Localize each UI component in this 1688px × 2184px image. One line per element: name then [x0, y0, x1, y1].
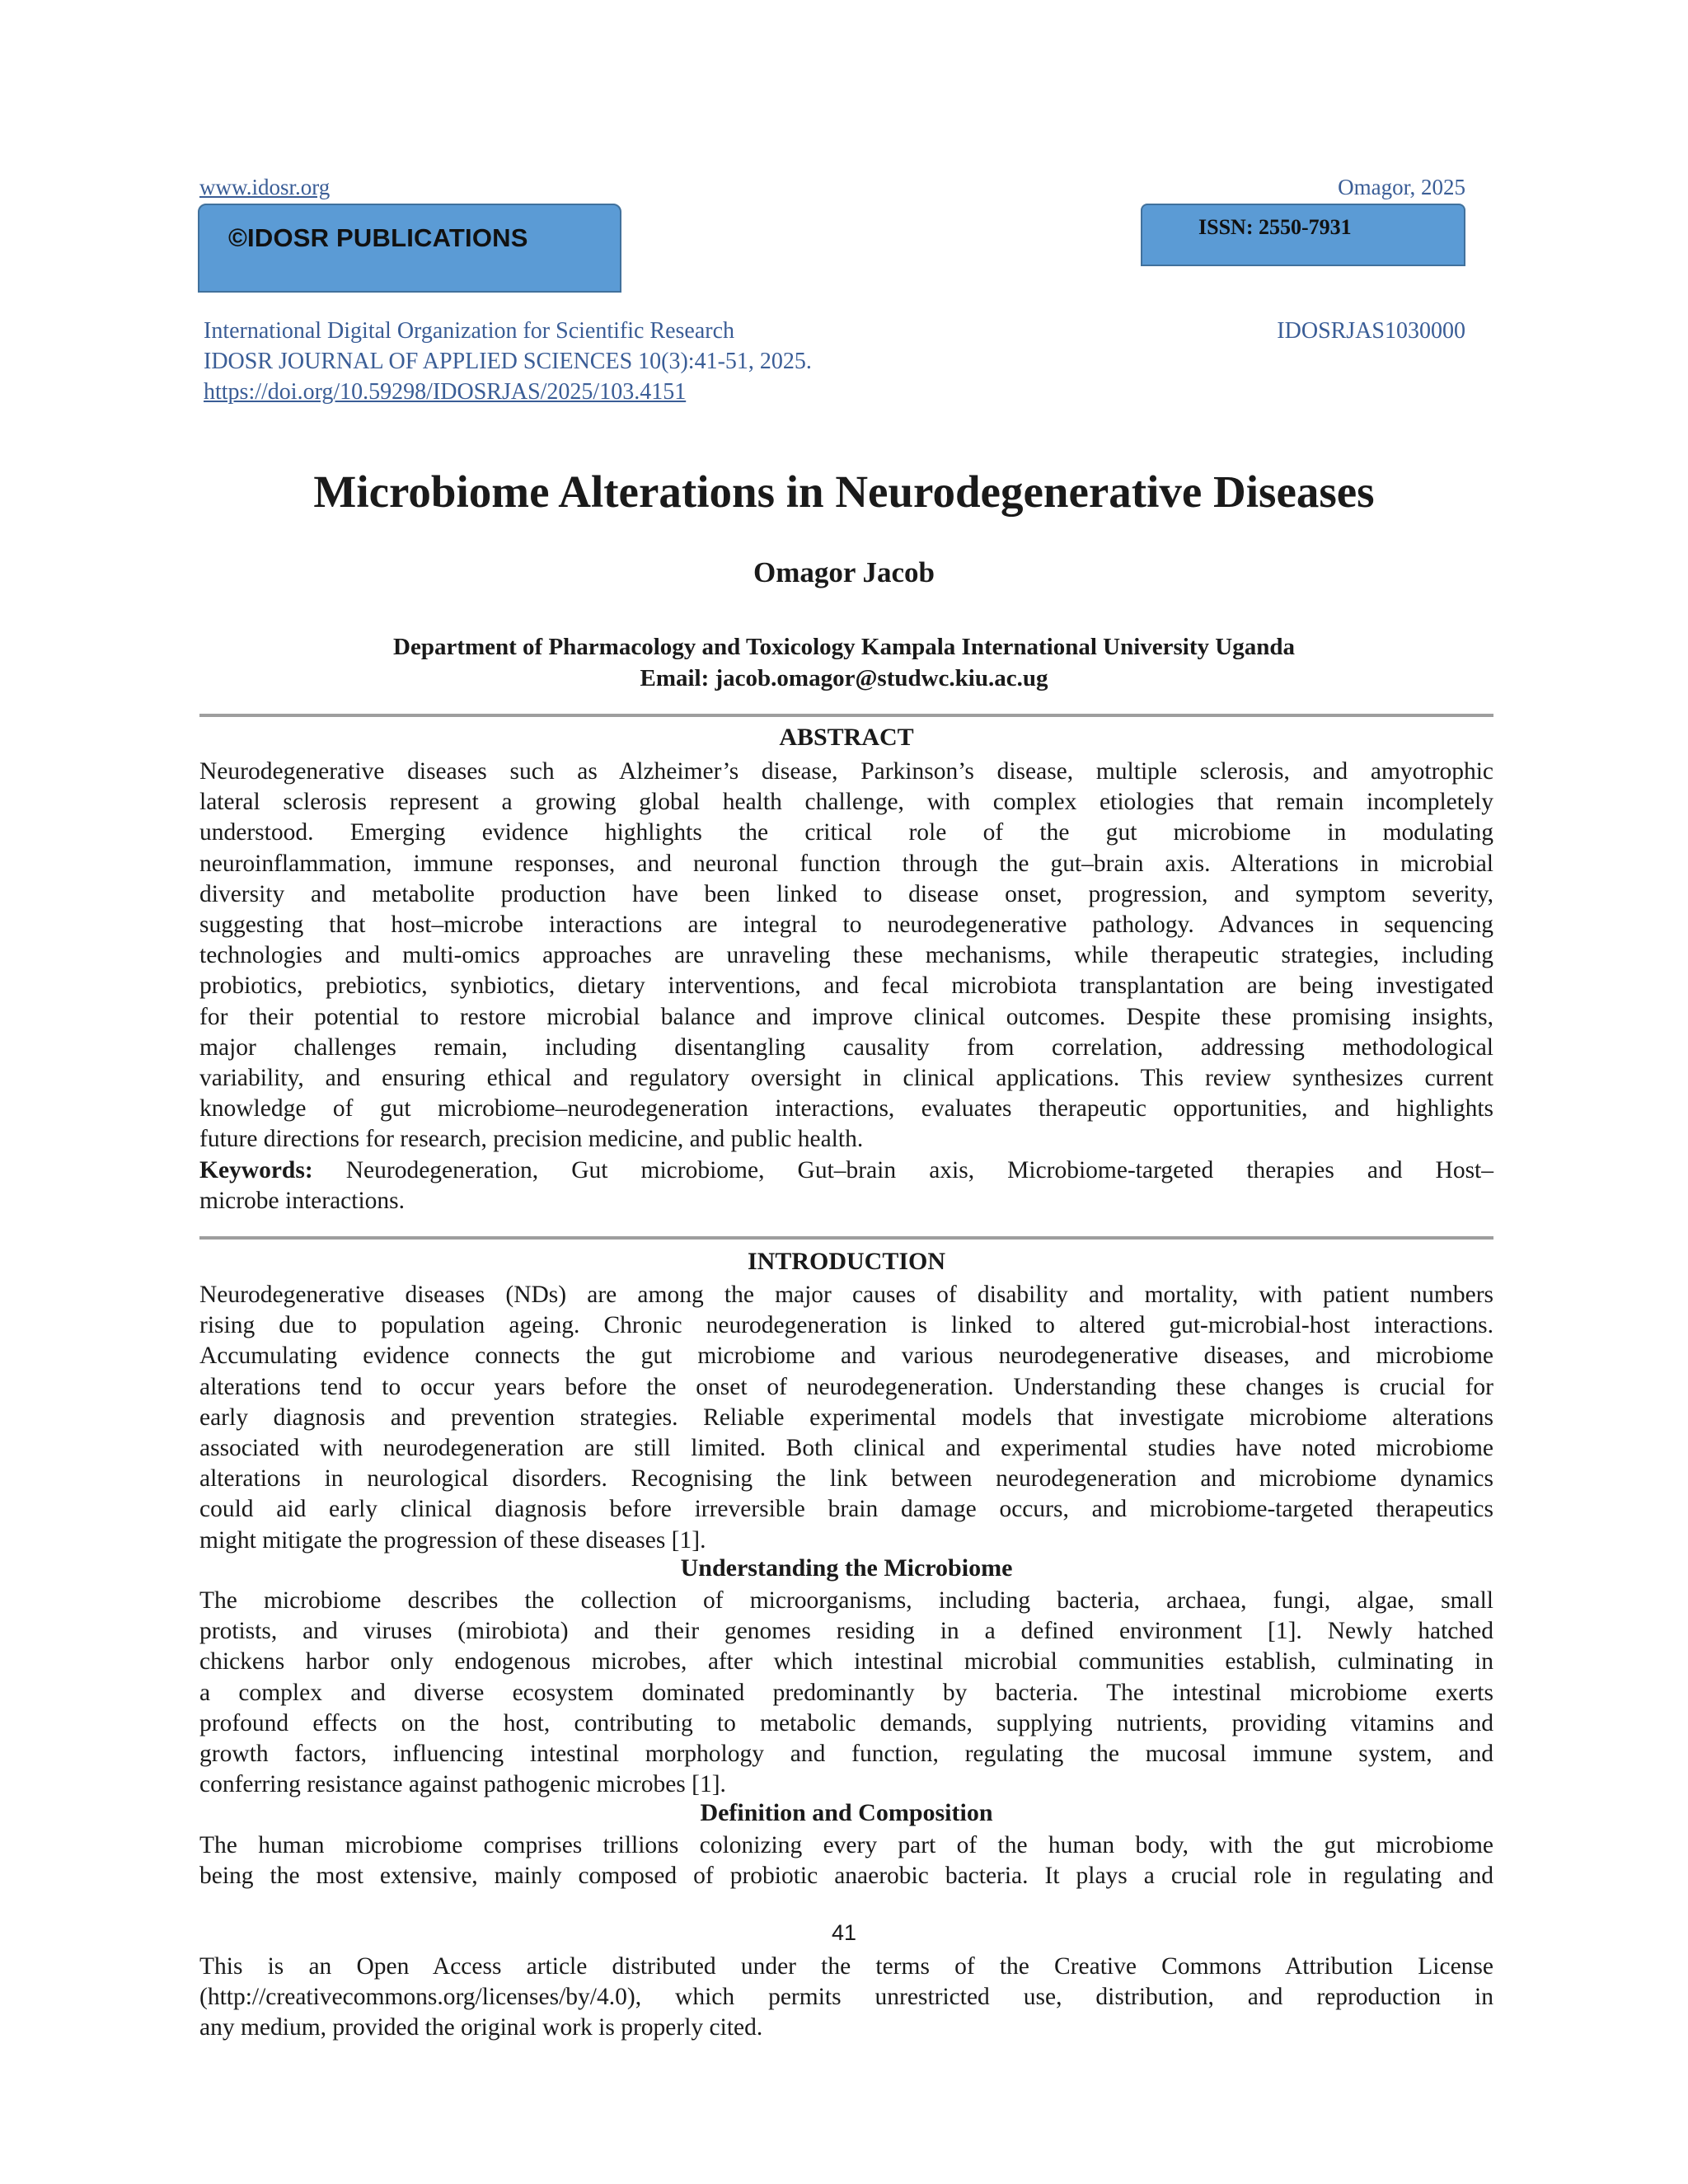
- license-line: (http://creativecommons.org/licenses/by/4.0), which permits unrestricted use, distribution, and reproduction in: [199, 1984, 1493, 2011]
- abstract-line: variability, and ensuring ethical and regulatory oversight in clinical applications. This review synthesizes current: [199, 1065, 1493, 1092]
- intro-line: might mitigate the progression of these diseases [1].: [199, 1526, 706, 1554]
- running-head-author-year: Omagor, 2025: [1338, 175, 1465, 199]
- affiliation: Department of Pharmacology and Toxicology Kampala International University Uganda: [393, 634, 1295, 660]
- intro-line: alterations in neurological disorders. Recognising the link between neurodegeneration and microbiome dynamics: [199, 1465, 1493, 1493]
- understanding-line: The microbiome describes the collection of microorganisms, including bacteria, archaea, fungi, algae, small: [199, 1587, 1493, 1614]
- article-id: IDOSRJAS1030000: [1277, 318, 1465, 344]
- abstract-line: diversity and metabolite production have been linked to disease onset, progression, and symptom severity,: [199, 880, 1493, 907]
- understanding-line: growth factors, influencing intestinal morphology and function, regulating the mucosal immune system, and: [199, 1741, 1493, 1768]
- journal-citation: IDOSR JOURNAL OF APPLIED SCIENCES 10(3):41-51, 2025.: [204, 349, 812, 374]
- understanding-line: a complex and diverse ecosystem dominated predominantly by bacteria. The intestinal microbiome exerts: [199, 1679, 1493, 1706]
- issn-badge: [1141, 204, 1465, 266]
- abstract-line: for their potential to restore microbial balance and improve clinical outcomes. Despite these promising insights,: [199, 1003, 1493, 1030]
- abstract-heading: ABSTRACT: [779, 724, 914, 751]
- intro-line: associated with neurodegeneration are still limited. Both clinical and experimental studies have noted microbiome: [199, 1435, 1493, 1462]
- intro-line: Neurodegenerative diseases (NDs) are among the major causes of disability and mortality, with patient numbers: [199, 1282, 1493, 1308]
- abstract-line: knowledge of gut microbiome–neurodegeneration interactions, evaluates therapeutic opportunities, and highlights: [199, 1095, 1493, 1122]
- author-email: Email: jacob.omagor@studwc.kiu.ac.ug: [640, 665, 1048, 691]
- introduction-body: [199, 1280, 1493, 1556]
- page-number: 41: [831, 1920, 857, 1945]
- page-title: Microbiome Alterations in Neurodegenerative Diseases: [313, 466, 1375, 517]
- understanding-heading: Understanding the Microbiome: [680, 1554, 1013, 1582]
- divider-top: [199, 714, 1493, 717]
- license-line: This is an Open Access article distributed under the terms of the Creative Commons Attribution License: [199, 1953, 1493, 1980]
- divider-bottom: [199, 1236, 1493, 1240]
- intro-line: rising due to population ageing. Chronic neurodegeneration is linked to altered gut-microbial-host interactions.: [199, 1312, 1493, 1339]
- definition-heading: Definition and Composition: [700, 1799, 993, 1826]
- understanding-line: protists, and viruses (mirobiota) and their genomes residing in a defined environment [1]. Newly hatched: [199, 1618, 1493, 1645]
- intro-line: Accumulating evidence connects the gut microbiome and various neurodegenerative diseases, and microbiome: [199, 1343, 1493, 1370]
- abstract-line: lateral sclerosis represent a growing global health challenge, with complex etiologies that remain incompletely: [199, 789, 1493, 816]
- abstract-line: understood. Emerging evidence highlights the critical role of the gut microbiome in modulating: [199, 819, 1493, 846]
- keywords-text: Neurodegeneration, Gut microbiome, Gut–brain axis, Microbiome-targeted therapies and Host–: [312, 1156, 1493, 1183]
- publisher-badge: [198, 204, 621, 293]
- definition-body: [199, 1830, 1493, 1891]
- introduction-heading: INTRODUCTION: [747, 1248, 946, 1275]
- abstract-line: suggesting that host–microbe interactions are integral to neurodegenerative pathology. Advances in sequencing: [199, 912, 1493, 939]
- doi-link[interactable]: https://doi.org/10.59298/IDOSRJAS/2025/103.4151: [204, 379, 687, 405]
- license-notice: [199, 1952, 1493, 2044]
- abstract-line: neuroinflammation, immune responses, and neuronal function through the gut–brain axis. Alterations in microbial: [199, 850, 1493, 877]
- abstract-line: future directions for research, precision medicine, and public health.: [199, 1126, 864, 1153]
- abstract-body: [199, 757, 1493, 1216]
- author-name: Omagor Jacob: [753, 556, 935, 588]
- abstract-line: Neurodegenerative diseases such as Alzheimer’s disease, Parkinson’s disease, multiple sclerosis, and amyotrophic: [199, 758, 1493, 785]
- understanding-line: conferring resistance against pathogenic microbes [1].: [199, 1771, 726, 1798]
- publisher-badge-label: ©IDOSR PUBLICATIONS: [228, 223, 528, 252]
- keywords-line: [199, 1155, 1493, 1186]
- keywords-label: Keywords:: [199, 1156, 313, 1183]
- understanding-line: profound effects on the host, contributing to metabolic demands, supplying nutrients, providing vitamins and: [199, 1709, 1493, 1736]
- keywords-line-2: microbe interactions.: [199, 1187, 406, 1214]
- issn-label: ISSN: 2550-7931: [1198, 215, 1352, 239]
- definition-line: being the most extensive, mainly composed of probiotic anaerobic bacteria. It plays a crucial role in regulating and: [199, 1863, 1493, 1890]
- website-link[interactable]: www.idosr.org: [199, 175, 331, 199]
- definition-line: The human microbiome comprises trillions colonizing every part of the human body, with the gut microbiome: [199, 1832, 1493, 1858]
- abstract-line: probiotics, prebiotics, synbiotics, dietary interventions, and fecal microbiota transplantation are being investigated: [199, 972, 1493, 1000]
- understanding-body: [199, 1586, 1493, 1800]
- abstract-line: technologies and multi-omics approaches are unraveling these mechanisms, while therapeutic strategies, including: [199, 942, 1493, 969]
- affiliation-block: [0, 631, 1688, 694]
- understanding-line: chickens harbor only endogenous microbes, after which intestinal microbial communities establish, culminating in: [199, 1648, 1493, 1675]
- organization-name: International Digital Organization for Scientific Research: [204, 318, 735, 344]
- intro-line: early diagnosis and prevention strategies. Reliable experimental models that investigate microbiome alterations: [199, 1404, 1493, 1431]
- abstract-line: major challenges remain, including disentangling causality from correlation, addressing methodological: [199, 1033, 1493, 1061]
- license-line: any medium, provided the original work is properly cited.: [199, 2014, 763, 2041]
- intro-line: alterations tend to occur years before the onset of neurodegeneration. Understanding these changes is crucial for: [199, 1373, 1493, 1400]
- intro-line: could aid early clinical diagnosis before irreversible brain damage occurs, and microbiome-targeted therapeutics: [199, 1496, 1493, 1523]
